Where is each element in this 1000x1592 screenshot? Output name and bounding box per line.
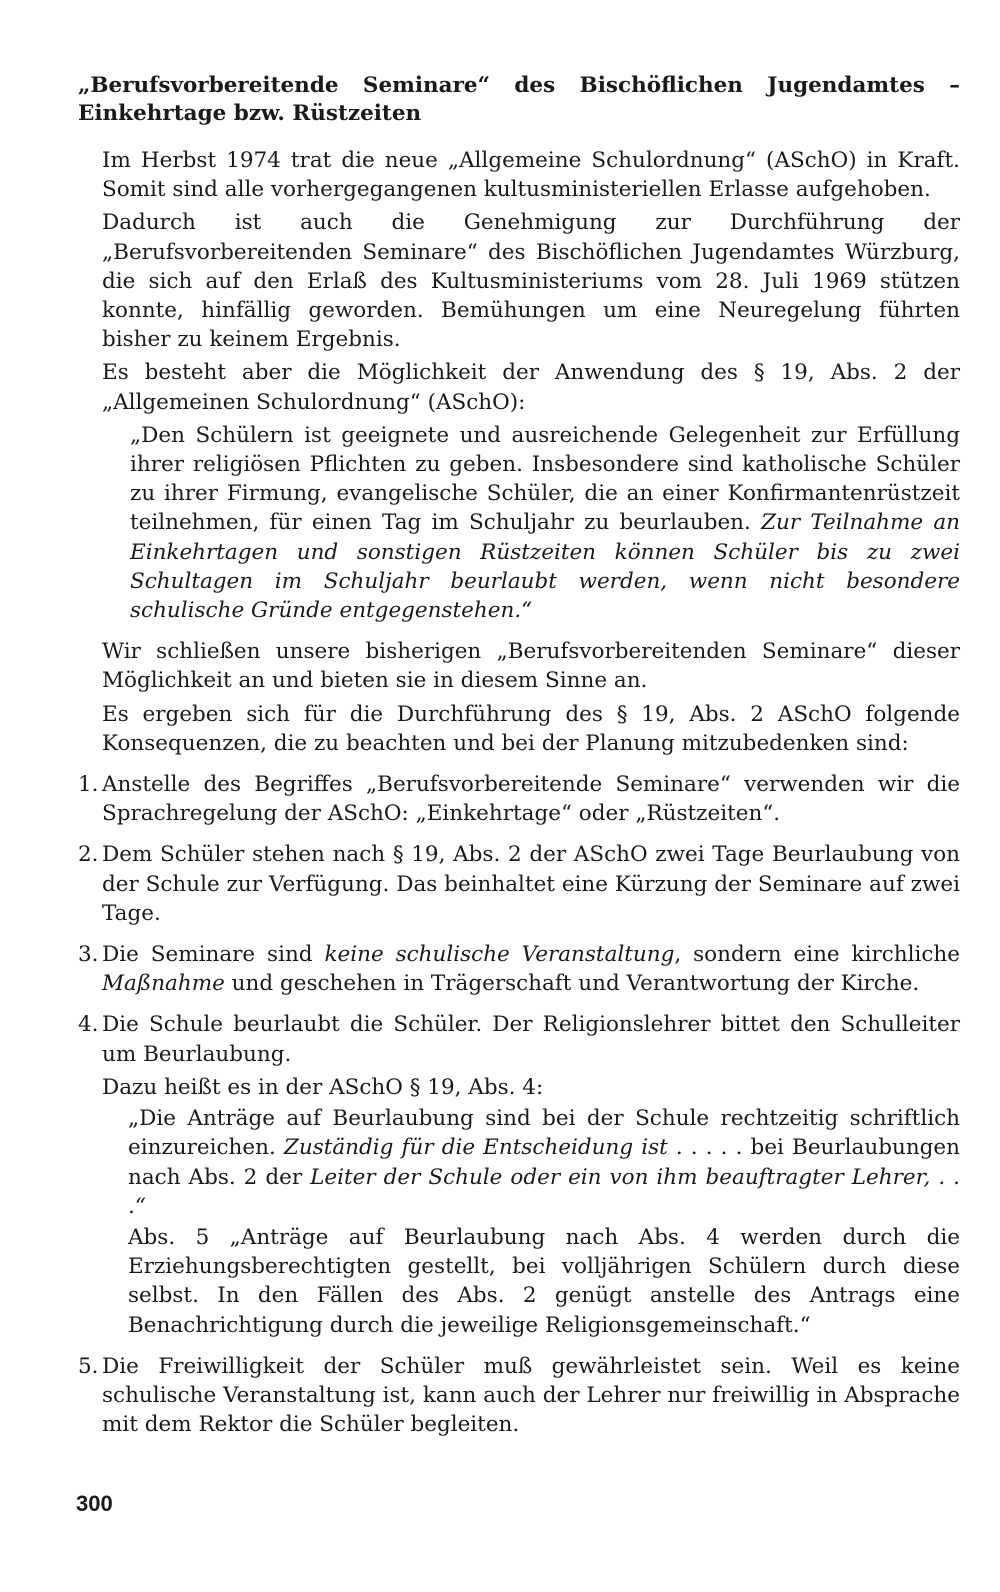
list-subtext: Dazu heißt es in der ASchO § 19, Abs. 4: bbox=[102, 1074, 544, 1100]
list-number: 2. bbox=[78, 842, 99, 868]
list-number: 3. bbox=[78, 942, 99, 968]
paragraph-3: Es besteht aber die Möglichkeit der Anwendung des § 19, Abs. 2 der „Allgemeinen Schulordnung“ (ASchO): bbox=[102, 360, 960, 415]
list-item bbox=[78, 1010, 960, 1339]
list-text-b: keine schulische Veranstaltung bbox=[324, 942, 675, 968]
list-text-d: Maßnahme bbox=[102, 971, 225, 997]
subquote-a: „Die Anträge auf Beurlaubung sind bei der Schule rechtzeitig schriftlich einzureichen. bbox=[128, 1106, 960, 1161]
list-text-e: und geschehen in Trägerschaft und Verantwortung der Kirche. bbox=[224, 971, 920, 997]
subquote-c: . . . . . bei Beurlaubungen nach Abs. 2 der bbox=[128, 1135, 960, 1190]
page-body bbox=[78, 72, 960, 1451]
paragraph-4: Wir schließen unsere bisherigen „Berufsvorbereitenden Seminare“ dieser Möglichkeit an und bieten sie in diesem Sinne an. bbox=[102, 639, 960, 694]
paragraph-1: Im Herbst 1974 trat die neue „Allgemeine Schulordnung“ (ASchO) in Kraft. Somit sind alle vorhergegangenen kultusministeriellen Erlasse aufgehoben. bbox=[102, 148, 960, 203]
subquote-b: Zuständig für die Entscheidung ist bbox=[283, 1135, 668, 1161]
quote-plain: „Den Schülern ist geeignete und ausreichende Gelegenheit zur Erfüllung ihrer religiösen Pflichten zu geben. Insbesondere sind katholische Schüler zu ihrer Firmung, evangelische Schüler, die an einer Konfirmantenrüstzeit teilnehmen, für einen Tag im Schuljahr zu beurlauben. bbox=[130, 422, 960, 536]
list-text-a: Die Seminare sind bbox=[102, 942, 325, 968]
consequences-list bbox=[78, 770, 960, 1439]
list-text: Die Freiwilligkeit der Schüler muß gewährleistet sein. Weil es keine schulische Veranstaltung ist, kann auch der Lehrer nur freiwillig in Absprache mit dem Rektor die Schüler begleiten. bbox=[102, 1353, 960, 1438]
subquote-abs4 bbox=[128, 1104, 960, 1221]
page-number: 300 bbox=[76, 1491, 113, 1516]
subquote-abs5: Abs. 5 „Anträge auf Beurlaubung nach Abs. 4 werden durch die Erziehungsberechtigten gestellt, bei volljährigen Schülern durch diese selbst. In den Fällen des Abs. 2 genügt anstelle des Antrags eine Benachrichtigung durch die jeweilige Religionsgemeinschaft.“ bbox=[128, 1224, 960, 1338]
list-text: Die Schule beurlaubt die Schüler. Der Religionslehrer bittet den Schulleiter um Beurlaubung. bbox=[102, 1012, 960, 1067]
quote-italic: Zur Teilnahme an Einkehrtagen und sonstigen Rüstzeiten können Schüler bis zu zwei Schultagen im Schuljahr beurlaubt werden, wenn nicht besondere schulische Gründe entgegenstehen.“ bbox=[130, 510, 960, 624]
quote-asch0-19-2 bbox=[130, 421, 960, 625]
list-text: Dem Schüler stehen nach § 19, Abs. 2 der ASchO zwei Tage Beurlaubung von der Schule zur Verfügung. Das beinhaltet eine Kürzung der Seminare auf zwei Tage. bbox=[102, 842, 960, 926]
paragraph-2: Dadurch ist auch die Genehmigung zur Durchführung der „Berufsvorbereitenden Seminare“ des Bischöflichen Jugendamtes Würzburg, die sich auf den Erlaß des Kultusministeriums vom 28. Juli 1969 stützen konnte, hinfällig geworden. Bemühungen um eine Neuregelung führten bisher zu keinem Ergebnis. bbox=[102, 210, 960, 353]
subquote-d: Leiter der Schule oder ein von ihm beauftragter Lehrer, . . .“ bbox=[128, 1164, 960, 1219]
paragraph-5: Es ergeben sich für die Durchführung des § 19, Abs. 2 ASchO folgende Konsequenzen, die zu beachten und bei der Planung mitzubedenken sind: bbox=[102, 701, 960, 756]
list-text: Anstelle des Begriffes „Berufsvorbereitende Seminare“ verwenden wir die Sprachregelung der ASchO: „Einkehrtage“ oder „Rüstzeiten“. bbox=[102, 772, 960, 827]
list-item bbox=[78, 1352, 960, 1440]
list-number: 1. bbox=[78, 772, 99, 798]
list-number: 5. bbox=[78, 1353, 99, 1379]
list-item bbox=[78, 840, 960, 928]
list-text-c: , sondern eine kirchliche bbox=[674, 942, 960, 968]
list-number: 4. bbox=[78, 1012, 99, 1038]
list-item bbox=[78, 940, 960, 998]
list-item bbox=[78, 770, 960, 828]
section-heading: „Berufsvorbereitende Seminare“ des Bischöflichen Jugendamtes – Einkehrtage bzw. Rüstzeiten bbox=[78, 73, 960, 126]
